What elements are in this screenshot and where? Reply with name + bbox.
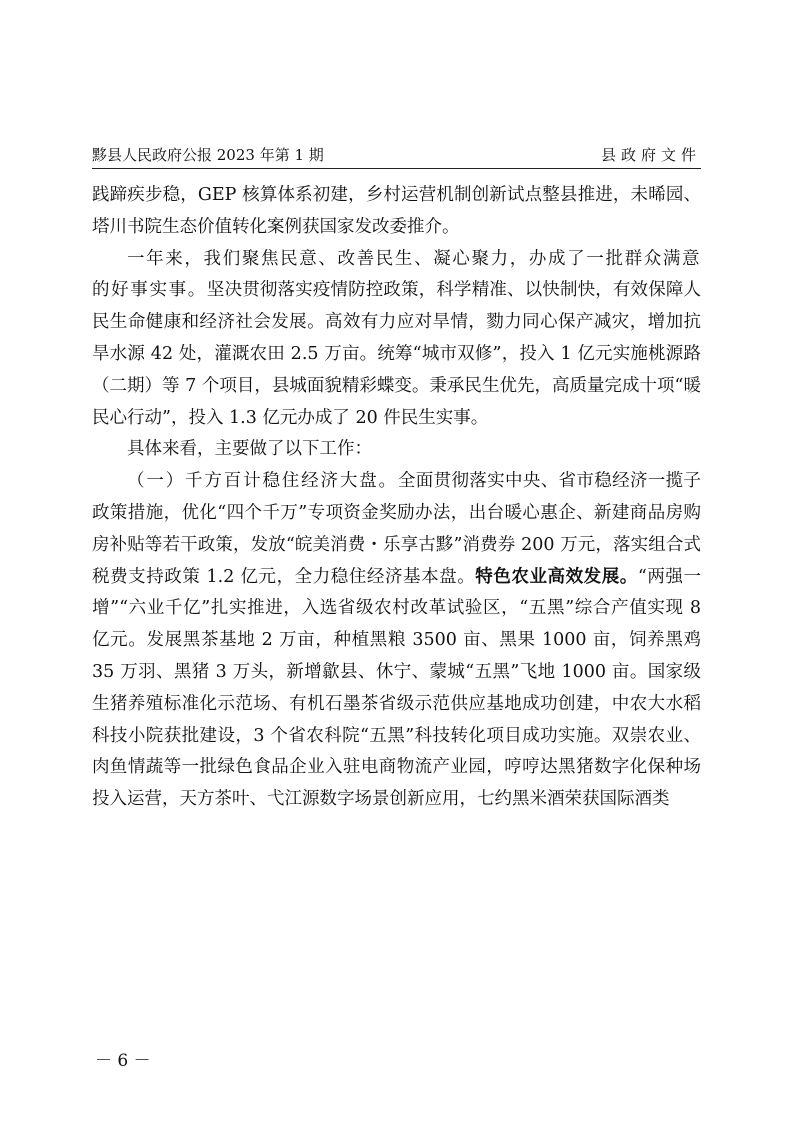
paragraph-2 [92, 244, 701, 435]
paragraph-4-text-2: “两强一增”“六业千亿”扎实推进，入选省级农村改革试验区，“五黑”综合产值实现 8 亿元。发展黑茶基地 2 万亩，种植黑粮 3500 亩、黑果 1000 亩，饲养黑鸡 35 万羽、黑猪 3 万头，新增歙县、休宁、蒙城“五黑”飞地 1000 亩。国家级生猪养殖标准化示范场、有机石墨茶省级示范供应基地成功创建，中农大水稻科技小院获批建设，3 个省农科院“五黑”科技转化项目成功实施。双崇农业、肉鱼情蔬等一批绿色食品企业入驻电商物流产业园，哼哼达黑猪数字化保种场投入运营，天方茶叶、弋江源数字场景创新应用，七约黑米酒荣获国际酒类 [92, 566, 701, 810]
paragraph-2-lead: 一年来，我们聚焦民意、改善民生、凝心聚力，办成了一批群众满意的好事实事。 [92, 248, 701, 301]
header-gazette-title: 黟县人民政府公报 2023 年第 1 期 [92, 146, 324, 164]
header-rule [92, 168, 701, 169]
subheading-agriculture: 特色农业高效发展。 [475, 566, 638, 587]
paragraph-3: 具体来看，主要做了以下工作： [127, 439, 372, 460]
page-number: － 6 － [95, 1051, 151, 1071]
paragraph-2-text: 坚决贯彻落实疫情防控政策，科学精准、以快制快，有效保障人民生命健康和经济社会发展。高效有力应对旱情，勠力同心保产减灾，增加抗旱水源 42 处，灌溉农田 2.5 万亩。统筹“城市双修”，投入 1 亿元实施桃源路（二期）等 7 个项目，县城面貌精彩蝶变。秉承民生优先，高质量完成十项“暖民心行动”，投入 1.3 亿元办成了 20 件民生实事。 [92, 280, 702, 428]
paragraph-4 [92, 466, 701, 816]
paragraph-4-text-1: 全面贯彻落实中央、省市稳经济一揽子政策措施，优化“四个千万”专项资金奖励办法，出台暖心惠企、新建商品房购房补贴等若干政策，发放“皖美消费・乐享古黟”消费券 200 万元，落实组合式税费支持政策 1.2 亿元，全力稳住经济基本盘。 [92, 471, 702, 587]
header-section-title: 县政府文件 [600, 146, 701, 164]
paragraph-1: 践蹄疾步稳，GEP 核算体系初建，乡村运营机制创新试点整县推进，未晞园、塔川书院生态价值转化案例获国家发改委推介。 [92, 185, 701, 237]
page-header [92, 138, 701, 168]
section-heading-1: （一）千方百计稳住经济大盘。 [127, 471, 398, 492]
document-body [92, 180, 701, 816]
